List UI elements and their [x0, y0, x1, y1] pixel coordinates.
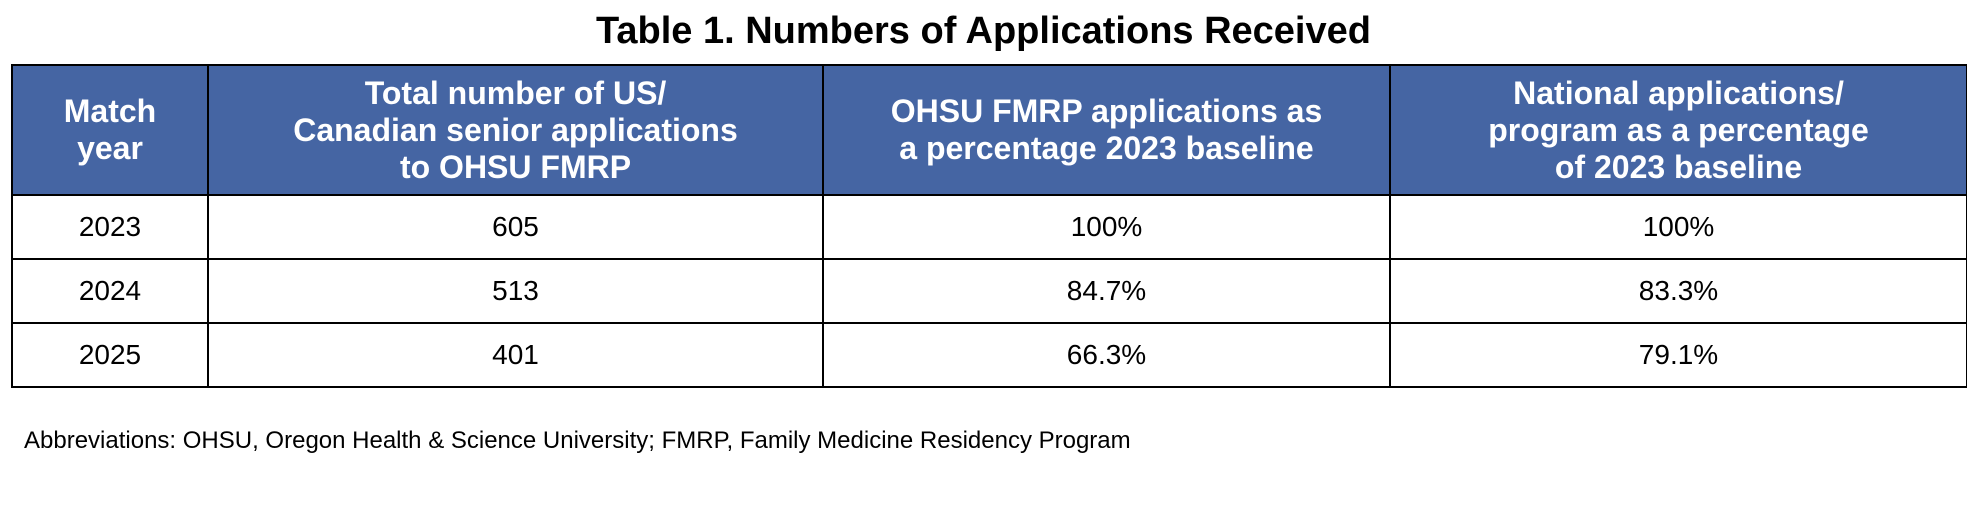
- header-line: National applications/: [1513, 74, 1844, 111]
- header-line: program as a percentage: [1488, 111, 1869, 148]
- cell-national-percentage: 100%: [1390, 195, 1967, 259]
- cell-match-year: 2024: [12, 259, 208, 323]
- table-row: [12, 195, 1967, 259]
- table-title: Table 1. Numbers of Applications Received: [596, 10, 1371, 52]
- cell-national-percentage: 79.1%: [1390, 323, 1967, 387]
- header-line: Total number of US/: [364, 74, 667, 111]
- cell-total-applications: 513: [208, 259, 823, 323]
- cell-ohsu-percentage: 66.3%: [823, 323, 1390, 387]
- header-line: to OHSU FMRP: [399, 148, 632, 185]
- header-line: Match: [63, 93, 157, 129]
- header-line: a percentage 2023 baseline: [899, 130, 1314, 166]
- cell-total-applications: 401: [208, 323, 823, 387]
- cell-ohsu-percentage: 100%: [823, 195, 1390, 259]
- header-ohsu-percentage: [823, 65, 1390, 195]
- cell-total-applications: 605: [208, 195, 823, 259]
- table-row: [12, 259, 1967, 323]
- header-row: [12, 65, 1967, 195]
- cell-national-percentage: 83.3%: [1390, 259, 1967, 323]
- header-total-applications: [208, 65, 823, 195]
- header-national-percentage: [1390, 65, 1967, 195]
- header-line: of 2023 baseline: [1554, 148, 1803, 185]
- applications-table: [11, 64, 1967, 388]
- cell-match-year: 2023: [12, 195, 208, 259]
- header-line: year: [77, 130, 143, 166]
- header-match-year: [12, 65, 208, 195]
- abbreviations-footnote: Abbreviations: OHSU, Oregon Health & Science University; FMRP, Family Medicine Residency Program: [24, 427, 1131, 454]
- header-line: OHSU FMRP applications as: [890, 93, 1323, 129]
- cell-ohsu-percentage: 84.7%: [823, 259, 1390, 323]
- table-row: [12, 323, 1967, 387]
- header-line: Canadian senior applications: [293, 111, 738, 148]
- cell-match-year: 2025: [12, 323, 208, 387]
